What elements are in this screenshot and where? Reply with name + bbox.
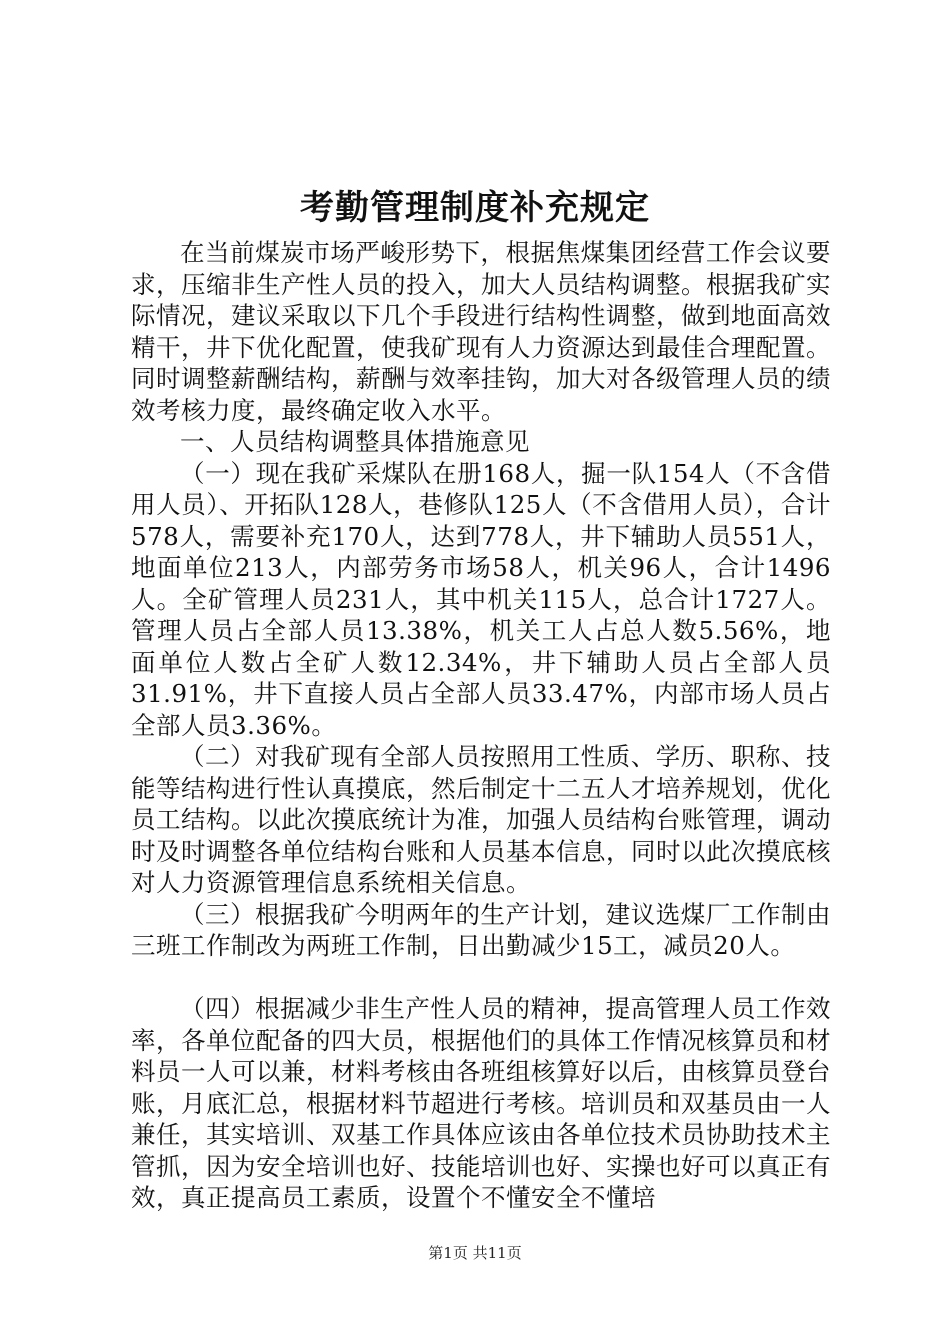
page-number-footer: 第1页 共11页 [428, 1244, 522, 1262]
paragraph-intro: 在当前煤炭市场严峻形势下，根据焦煤集团经营工作会议要求，压缩非生产性人员的投入，加大人员结构调整。根据我矿实际情况，建议采取以下几个手段进行结构性调整，做到地面高效精干，井下优化配置，使我矿现有人力资源达到最佳合理配置。同时调整薪酬结构，薪酬与效率挂钩，加大对各级管理人员的绩效考核力度，最终确定收入水平。 [131, 238, 831, 425]
paragraph-item-3: （三）根据我矿今明两年的生产计划，建议选煤厂工作制由三班工作制改为两班工作制，日出勤减少15工，减员20人。 [131, 899, 831, 960]
document-body [131, 237, 831, 1214]
section-heading-1: 一、人员结构调整具体措施意见 [180, 427, 530, 456]
paragraph-item-4: （四）根据减少非生产性人员的精神，提高管理人员工作效率，各单位配备的四大员，根据他们的具体工作情况核算员和材料员一人可以兼，材料考核由各班组核算好以后，由核算员登台账，月底汇总，根据材料节超进行考核。培训员和双基员由一人兼任，其实培训、双基工作具体应该由各单位技术员协助技术主管抓，因为安全培训也好、技能培训也好、实操也好可以真正有效，真正提高员工素质，设置个不懂安全不懂培 [131, 994, 831, 1212]
document-title: 考勤管理制度补充规定 [300, 188, 650, 228]
paragraph-item-2: （二）对我矿现有全部人员按照用工性质、学历、职称、技能等结构进行性认真摸底，然后制定十二五人才培养规划，优化员工结构。以此次摸底统计为准，加强人员结构台账管理，调动时及时调整各单位结构台账和人员基本信息，同时以此次摸底核对人力资源管理信息系统相关信息。 [131, 742, 831, 897]
paragraph-item-1: （一）现在我矿采煤队在册168人，掘一队154人（不含借用人员）、开拓队128人，巷修队125人（不含借用人员），合计578人，需要补充170人，达到778人，井下辅助人员551人，地面单位213人，内部劳务市场58人，机关96人，合计1496人。全矿管理人员231人，其中机关115人，总合计1727人。管理人员占全部人员13.38%，机关工人占总人数5.56%，地面单位人数占全矿人数12.34%，井下辅助人员占全部人员31.91%，井下直接人员占全部人员33.47%，内部市场人员占全部人员3.36%。 [131, 458, 831, 740]
